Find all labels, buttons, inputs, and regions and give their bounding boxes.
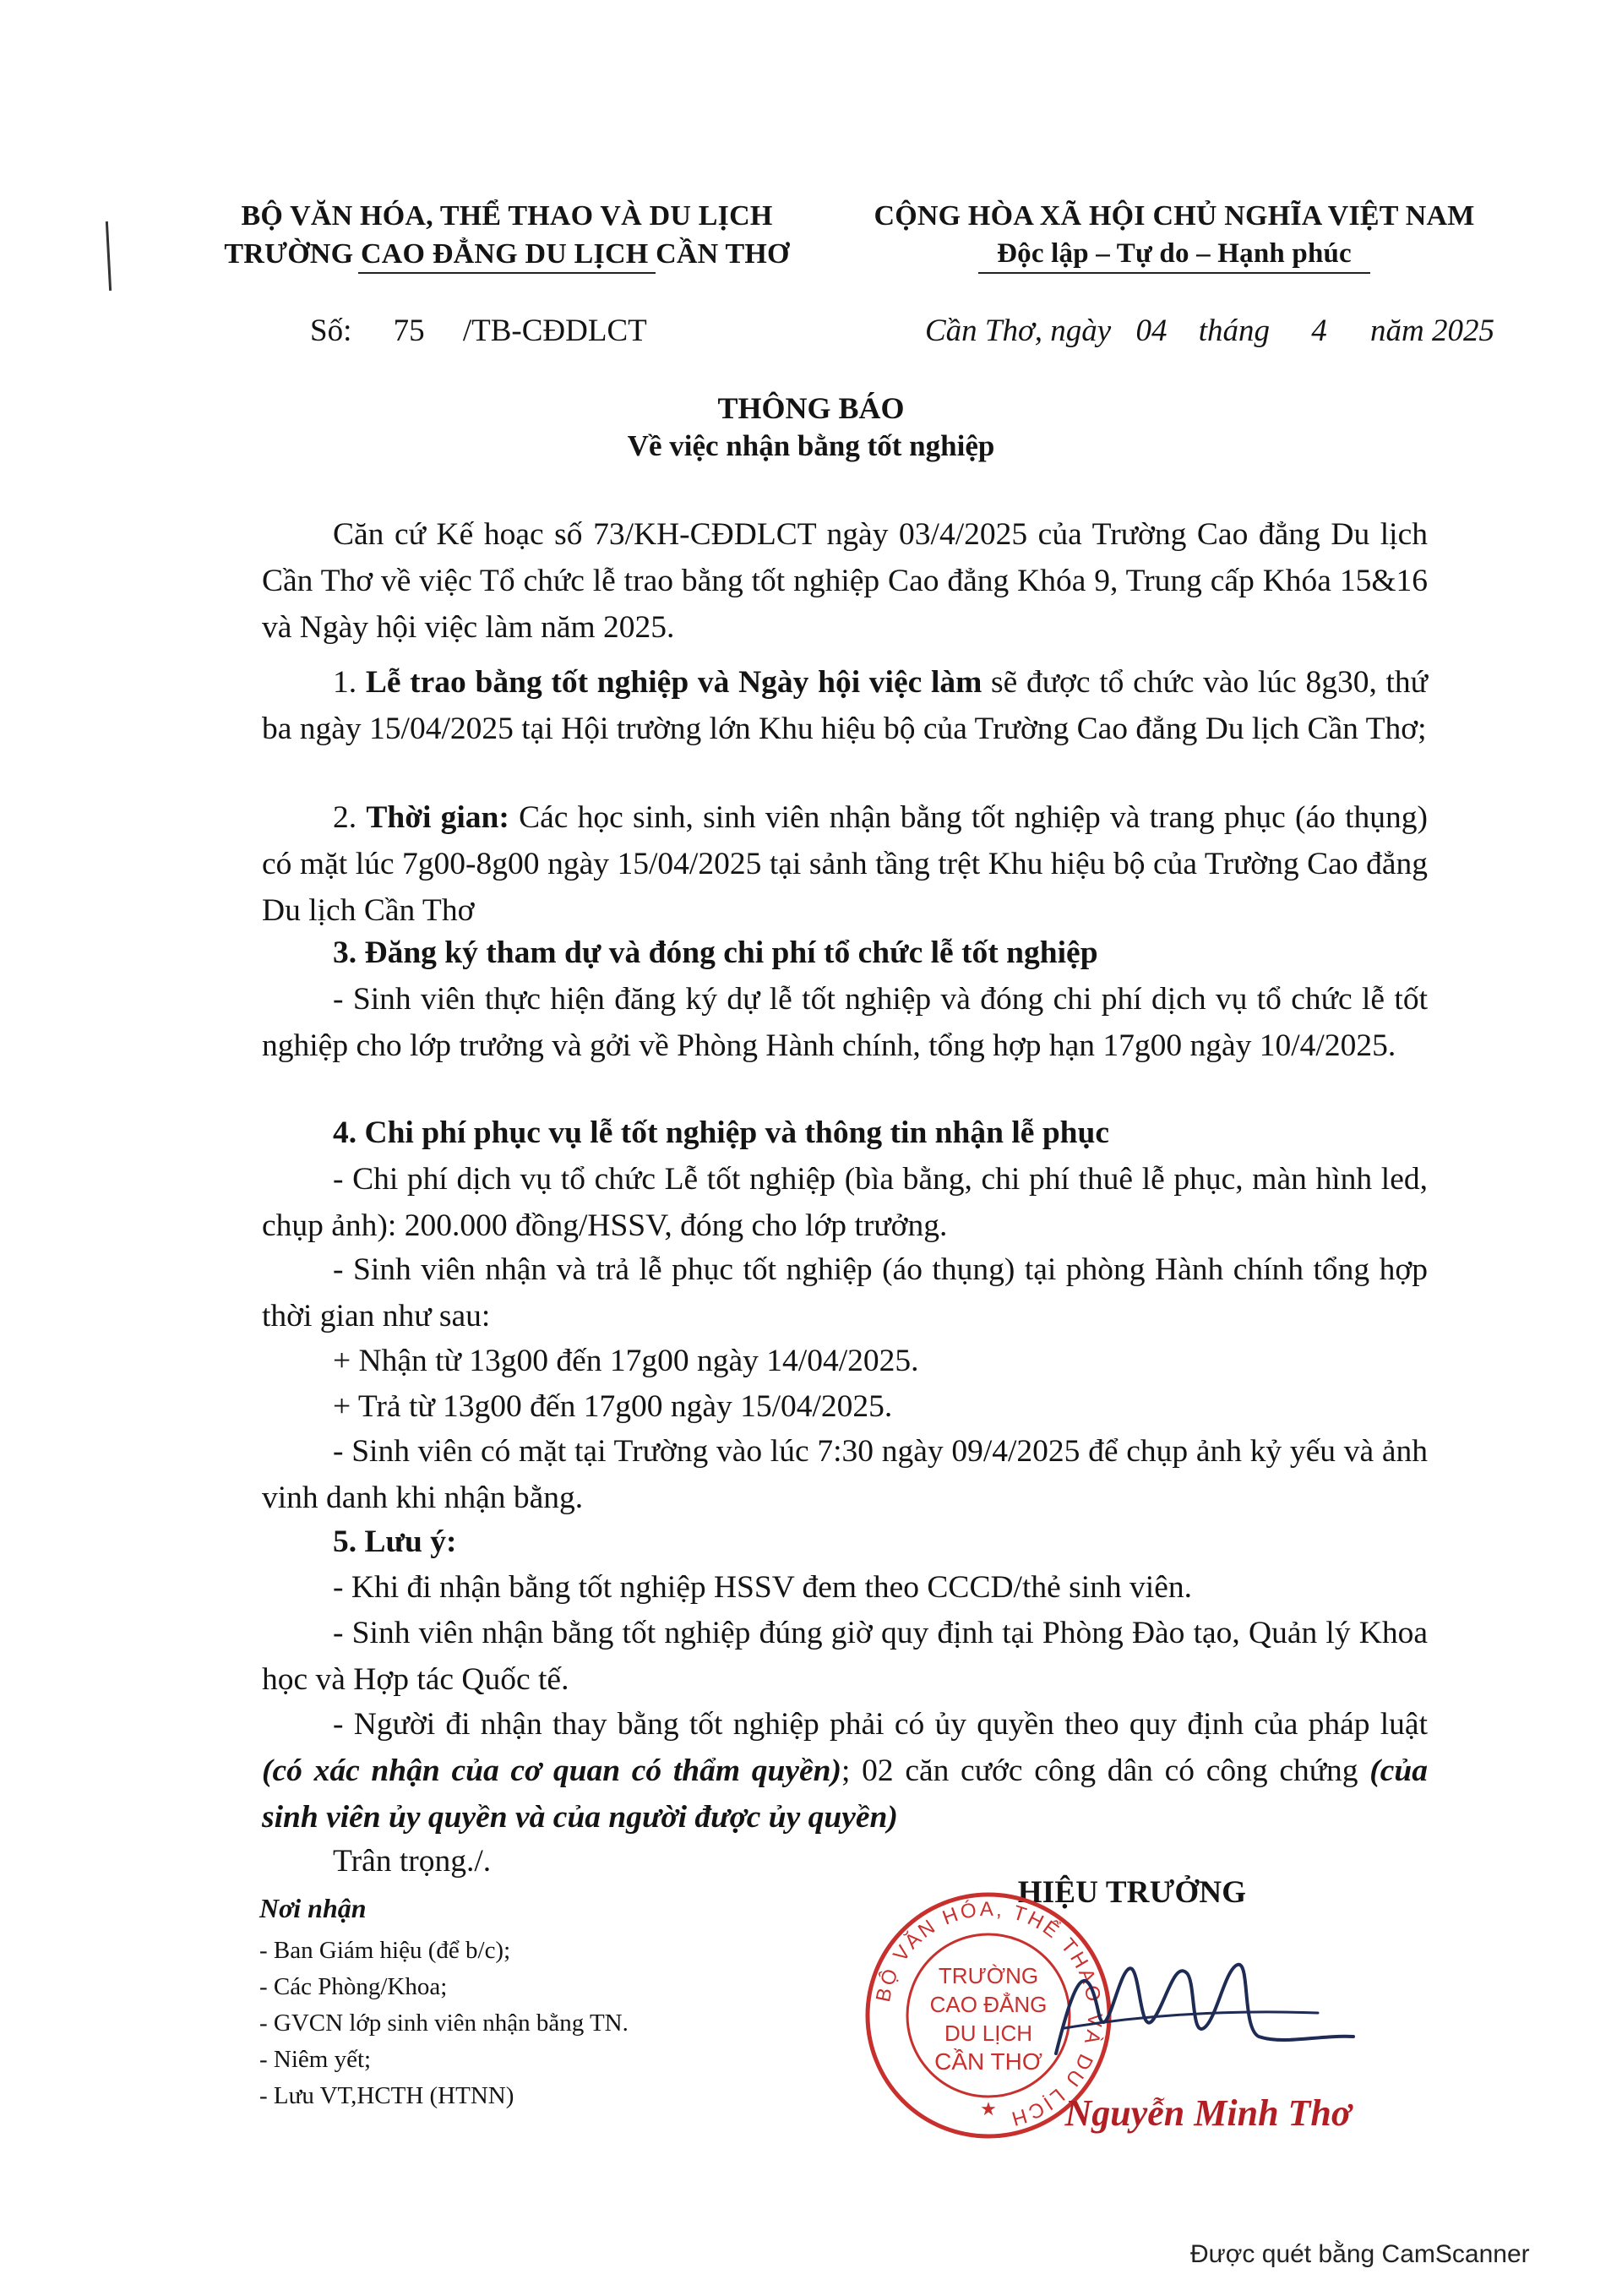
section-5-item-3-note-a: (có xác nhận của cơ quan có thẩm quyền) [262,1753,841,1788]
section-2-text: Các học sinh, sinh viên nhận bằng tốt nghiệp và trang phục (áo thụng) có mặt lúc 7g00-8g00 ngày 15/04/2025 tại sảnh tầng trệt Khu hiệu bộ của Trường Cao đẳng Du lịch Cần Thơ [262,800,1428,928]
recipient-item: - Ban Giám hiệu (để b/c); [259,1937,511,1964]
recipient-item: - Niêm yết; [259,2046,372,2073]
section-5-item-3-note-b: (của sinh viên ủy quyền và của người được ủy quyền) [262,1753,1428,1835]
doc-number [310,313,647,349]
section-4-return: + Trả từ 13g00 đến 17g00 ngày 15/04/2025. [333,1389,893,1424]
section-2 [262,794,1428,934]
doc-number-value: 75 [393,314,425,348]
section-1-number: 1. [333,665,366,700]
seal-ring-text: BỘ VĂN HÓA, THỂ THAO VÀ DU LỊCH [871,1897,1107,2131]
date-place: Cần Thơ, ngày [925,314,1112,348]
intro-paragraph: Căn cứ Kế hoạc số 73/KH-CĐDLCT ngày 03/4/2025 của Trường Cao đẳng Du lịch Cần Thơ về việc Tổ chức lễ trao bằng tốt nghiệp Cao đẳng Khóa 9, Trung cấp Khóa 15&16 và Ngày hội việc làm năm 2025. [262,517,1428,645]
section-1-text: sẽ được tổ chức vào lúc 8g30, thứ ba ngày 15/04/2025 tại Hội trường lớn Khu hiệu bộ của Trường Cao đẳng Du lịch Cần Thơ; [262,665,1429,746]
section-1 [262,659,1428,752]
section-4-receive: + Nhận từ 13g00 đến 17g00 ngày 14/04/2025. [333,1344,919,1378]
seal-line-2: CAO ĐẲNG [929,1992,1048,2017]
section-5-item-3 [262,1701,1428,1841]
section-3-heading: 3. Đăng ký tham dự và đóng chi phí tổ chức lễ tốt nghiệp [333,935,1098,970]
seal-star-icon: ★ [980,2098,997,2119]
motto-underline [978,272,1370,274]
notice-subtitle: Về việc nhận bằng tốt nghiệp [627,429,995,462]
section-4-photo: - Sinh viên có mặt tại Trường vào lúc 7:30 ngày 09/4/2025 để chụp ảnh kỷ yếu và ảnh vinh danh khi nhận bằng. [262,1434,1428,1515]
seal-line-4: CẦN THƠ [934,2048,1042,2075]
date-day: 04 [1135,314,1168,348]
seal-line-3: DU LỊCH [944,2021,1033,2046]
date-line [925,313,1494,349]
margin-pen-mark [106,221,112,291]
scanner-watermark: Được quét bằng CamScanner [1190,2240,1530,2268]
section-2-number: 2. [333,800,367,835]
motto: Độc lập – Tự do – Hạnh phúc [997,238,1352,269]
signatory-name: Nguyễn Minh Thơ [1064,2092,1352,2134]
section-4-gown: - Sinh viên nhận và trả lễ phục tốt nghiệp (áo thụng) tại phòng Hành chính tổng hợp thời gian như sau: [262,1252,1428,1333]
section-5-item-2: - Sinh viên nhận bằng tốt nghiệp đúng giờ quy định tại Phòng Đào tạo, Quản lý Khoa học và Hợp tác Quốc tế. [262,1616,1428,1697]
school-underline [358,272,656,274]
recipient-item: - Các Phòng/Khoa; [259,1973,448,2000]
section-5-item-3-text-c: ; 02 căn cước công dân có công chứng [841,1753,1370,1788]
section-2-heading: Thời gian: [366,800,509,835]
republic-name: CỘNG HÒA XÃ HỘI CHỦ NGHĨA VIỆT NAM [874,200,1475,232]
section-4-fee: - Chi phí dịch vụ tổ chức Lễ tốt nghiệp (bìa bằng, chi phí thuê lễ phục, màn hình led, chụp ảnh): 200.000 đồng/HSSV, đóng cho lớp trưởng. [262,1162,1428,1243]
recipient-item: - GVCN lớp sinh viên nhận bằng TN. [259,2010,629,2037]
signatory-title: HIỆU TRƯỞNG [1017,1875,1247,1910]
doc-number-prefix: Số: [310,314,352,348]
section-4-heading: 4. Chi phí phục vụ lễ tốt nghiệp và thông tin nhận lễ phục [333,1115,1110,1150]
section-5-item-3-text-a: - Người đi nhận thay bằng tốt nghiệp phải có ủy quyền theo quy định của pháp luật [333,1707,1428,1742]
closing: Trân trọng./. [333,1844,492,1879]
recipient-item: - Lưu VT,HCTH (HTNN) [259,2082,514,2109]
section-3-text: - Sinh viên thực hiện đăng ký dự lễ tốt nghiệp và đóng chi phí dịch vụ tổ chức lễ tốt nghiệp cho lớp trưởng và gởi về Phòng Hành chính, tổng hợp hạn 17g00 ngày 10/4/2025. [262,982,1428,1063]
doc-number-suffix: /TB-CĐDLCT [462,314,647,348]
seal-line-1: TRƯỜNG [938,1963,1039,1988]
section-5-item-1: - Khi đi nhận bằng tốt nghiệp HSSV đem theo CCCD/thẻ sinh viên. [333,1570,1192,1605]
notice-title: THÔNG BÁO [717,391,905,425]
date-month-label: tháng [1198,314,1270,348]
section-1-heading: Lễ trao bằng tốt nghiệp và Ngày hội việc làm [365,665,982,700]
date-year: năm 2025 [1369,314,1494,348]
school-name: TRƯỜNG CAO ĐẲNG DU LỊCH CẦN THƠ [224,238,790,270]
handwritten-signature [1039,1935,1445,2079]
recipients-heading: Nơi nhận [259,1893,367,1923]
date-month: 4 [1311,314,1327,348]
section-5-heading: 5. Lưu ý: [333,1524,457,1559]
ministry-name: BỘ VĂN HÓA, THỂ THAO VÀ DU LỊCH [241,200,773,232]
